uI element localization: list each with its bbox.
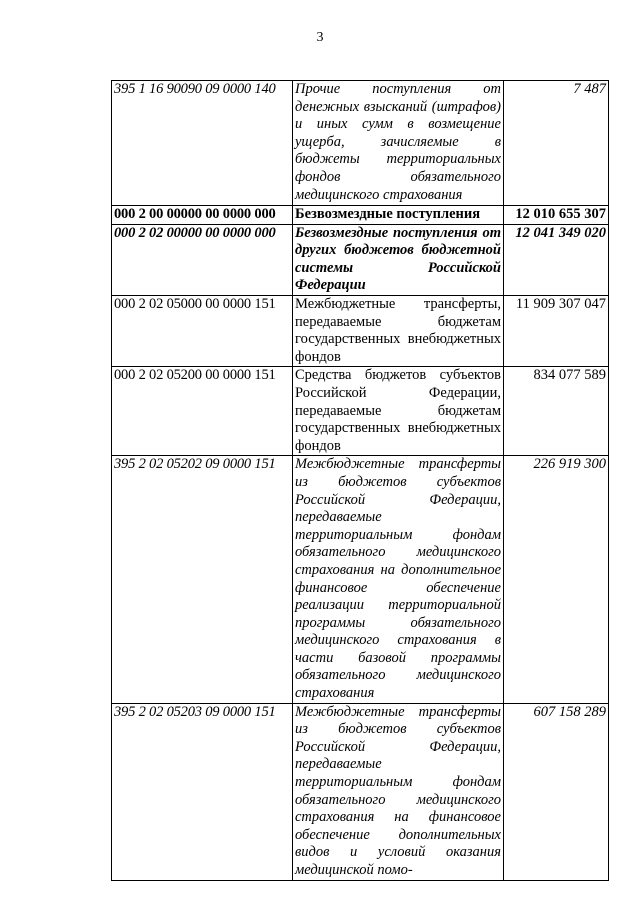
amount-cell: 607 158 289 bbox=[504, 703, 609, 880]
description-cell: Межбюджетные трансферты из бюджетов субъектов Российской Федерации, передаваемые территориальным фондам обязательного медицинского страхования на финансовое обеспечение дополнительных видов и условий оказания медицинской помо- bbox=[293, 703, 504, 880]
description-cell: Межбюджетные трансферты, передаваемые бюджетам государственных внебюджетных фондов bbox=[293, 295, 504, 366]
budget-code-cell: 395 2 02 05203 09 0000 151 bbox=[112, 703, 293, 880]
description-cell: Средства бюджетов субъектов Российской Федерации, передаваемые бюджетам государственных внебюджетных фондов bbox=[293, 367, 504, 456]
table-row bbox=[112, 367, 609, 456]
table-row bbox=[112, 81, 609, 206]
description-cell: Межбюджетные трансферты из бюджетов субъектов Российской Федерации, передаваемые территориальным фондам обязательного медицинского страхования на дополнительное финансовое обеспечение реализации территориальной программы обязательного медицинского страхования в части базовой программы обязательного медицинского страхования bbox=[293, 456, 504, 703]
table-row bbox=[112, 206, 609, 225]
budget-code-cell: 395 2 02 05202 09 0000 151 bbox=[112, 456, 293, 703]
budget-code-cell: 000 2 02 05200 00 0000 151 bbox=[112, 367, 293, 456]
description-cell: Прочие поступления от денежных взысканий (штрафов) и иных сумм в возмещение ущерба, зачисляемые в бюджеты территориальных фондов обязательного медицинского страхования bbox=[293, 81, 504, 206]
amount-cell: 7 487 bbox=[504, 81, 609, 206]
table-row bbox=[112, 224, 609, 295]
budget-code-cell: 000 2 02 05000 00 0000 151 bbox=[112, 295, 293, 366]
amount-cell: 226 919 300 bbox=[504, 456, 609, 703]
table-row bbox=[112, 295, 609, 366]
description-cell: Безвозмездные поступления от других бюджетов бюджетной системы Российской Федерации bbox=[293, 224, 504, 295]
page-number: 3 bbox=[316, 30, 324, 45]
amount-cell: 834 077 589 bbox=[504, 367, 609, 456]
table-row bbox=[112, 456, 609, 703]
amount-cell: 12 010 655 307 bbox=[504, 206, 609, 225]
budget-code-cell: 395 1 16 90090 09 0000 140 bbox=[112, 81, 293, 206]
amount-cell: 12 041 349 020 bbox=[504, 224, 609, 295]
table-row bbox=[112, 703, 609, 880]
amount-cell: 11 909 307 047 bbox=[504, 295, 609, 366]
budget-revenue-table bbox=[111, 80, 609, 881]
description-cell: Безвозмездные поступления bbox=[293, 206, 504, 225]
budget-code-cell: 000 2 02 00000 00 0000 000 bbox=[112, 224, 293, 295]
budget-code-cell: 000 2 00 00000 00 0000 000 bbox=[112, 206, 293, 225]
